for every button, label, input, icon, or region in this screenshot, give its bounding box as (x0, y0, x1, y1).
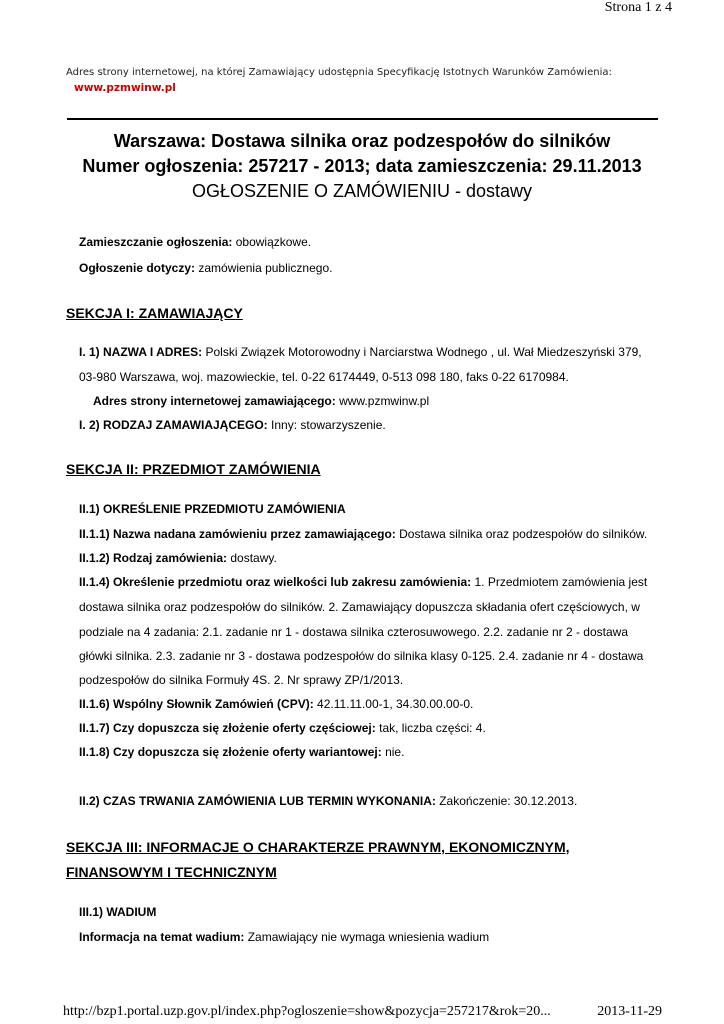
header-divider (67, 118, 658, 120)
s1-rodzaj (79, 418, 386, 432)
s2-cpv-label: II.1.6) Wspólny Słownik Zamówień (CPV): (79, 697, 314, 711)
s1-www (93, 394, 429, 408)
title-line-2: Numer ogłoszenia: 257217 - 2013; data zamieszczenia: 29.11.2013 (82, 156, 642, 176)
s2-okreslenie (79, 575, 647, 589)
s1-www-label: Adres strony internetowej zamawiającego: (93, 394, 336, 408)
s2-rodzaj-label: II.1.2) Rodzaj zamówienia: (79, 551, 228, 565)
s2-czas (79, 794, 577, 808)
s2-okreslenie-line5: podzespołów do silnika Formuły 4S. 2. Nr sprawy ZP/1/2013. (79, 673, 404, 687)
s2-cpv-value: 42.11.11.00-1, 34.30.00.00-0. (317, 697, 474, 711)
s2-okreslenie-line1: 1. Przedmiotem zamówienia jest (474, 575, 648, 589)
s2-wariantowe (79, 745, 404, 759)
s2-sub-heading: II.1) OKREŚLENIE PRZEDMIOTU ZAMÓWIENIA (79, 502, 346, 516)
title-line-3: OGŁOSZENIE O ZAMÓWIENIU - dostawy (191, 181, 533, 201)
intro-dotyczy-value: zamówienia publicznego. (198, 261, 333, 275)
s2-cpv (79, 697, 473, 711)
s2-nazwa (79, 527, 647, 541)
section-2-heading: SEKCJA II: PRZEDMIOT ZAMÓWIENIA (66, 461, 321, 477)
s2-okreslenie-label: II.1.4) Określenie przedmiotu oraz wielkości lub zakresu zamówienia: (79, 575, 472, 589)
intro-zamieszczanie-value: obowiązkowe. (235, 235, 312, 249)
s2-czesciowe-label: II.1.7) Czy dopuszcza się złożenie oferty częściowej: (79, 721, 376, 735)
s1-www-value: www.pzmwinw.pl (339, 394, 430, 408)
s2-okreslenie-line2: dostawa silnika oraz podzespołów do silników. 2. Zamawiający dopuszcza składania ofert częściowych, w (79, 600, 640, 614)
intro-dotyczy-label: Ogłoszenie dotyczy: (79, 261, 196, 275)
s1-rodzaj-value: Inny: stowarzyszenie. (271, 418, 386, 432)
site-note: Adres strony internetowej, na której Zamawiający udostępnia Specyfikację Istotnych Warunków Zamówienia: (66, 67, 612, 78)
s2-rodzaj (79, 551, 277, 565)
section-3-heading-line1: SEKCJA III: INFORMACJE O CHARAKTERZE PRAWNYM, EKONOMICZNYM, (66, 839, 570, 855)
s1-adres-line2: 03-980 Warszawa, woj. mazowieckie, tel. 0-22 6174449, 0-513 098 180, faks 0-22 6170984. (79, 370, 569, 384)
intro-dotyczy (79, 261, 332, 275)
s2-rodzaj-value: dostawy. (230, 551, 277, 565)
intro-zamieszczanie (79, 235, 311, 249)
s2-czesciowe-value: tak, liczba części: 4. (379, 721, 486, 735)
s1-rodzaj-label: I. 2) RODZAJ ZAMAWIAJĄCEGO: (79, 418, 268, 432)
s2-wariantowe-value: nie. (385, 745, 405, 759)
page-number: Strona 1 z 4 (604, 0, 672, 15)
s2-czas-label: II.2) CZAS TRWANIA ZAMÓWIENIA LUB TERMIN WYKONANIA: (79, 794, 436, 808)
title-line-1: Warszawa: Dostawa silnika oraz podzespołów do silników (113, 131, 611, 151)
s1-nazwa (79, 345, 642, 359)
s2-nazwa-value: Dostawa silnika oraz podzespołów do silników. (399, 527, 648, 541)
s3-wadium-heading: III.1) WADIUM (79, 905, 157, 919)
intro-zamieszczanie-label: Zamieszczanie ogłoszenia: (79, 235, 233, 249)
s3-wadium-label: Informacja na temat wadium: (79, 930, 245, 944)
s2-czesciowe (79, 721, 486, 735)
s2-wariantowe-label: II.1.8) Czy dopuszcza się złożenie oferty wariantowej: (79, 745, 382, 759)
s2-okreslenie-line3: podziale na 4 zadania: 2.1. zadanie nr 1 - dostawa silnika czterosuwowego. 2.2. zadanie nr 2 - dostawa (79, 625, 628, 639)
s3-wadium-value: Zamawiający nie wymaga wniesienia wadium (247, 930, 490, 944)
footer-date: 2013-11-29 (597, 1004, 662, 1019)
s2-nazwa-label: II.1.1) Nazwa nadana zamówieniu przez zamawiającego: (79, 527, 396, 541)
section-3-heading-line2: FINANSOWYM I TECHNICZNYM (66, 864, 277, 880)
s1-nazwa-label: I. 1) NAZWA I ADRES: (79, 345, 203, 359)
footer-url[interactable]: http://bzp1.portal.uzp.gov.pl/index.php?ogloszenie=show&pozycja=257217&rok=20... (63, 1004, 551, 1019)
s3-wadium (79, 930, 489, 944)
s2-czas-value: Zakończenie: 30.12.2013. (439, 794, 578, 808)
site-link[interactable]: www.pzmwinw.pl (74, 82, 176, 94)
s1-nazwa-value: Polski Związek Motorowodny i Narciarstwa Wodnego , ul. Wał Miedzeszyński 379, (205, 345, 642, 359)
section-1-heading: SEKCJA I: ZAMAWIAJĄCY (66, 305, 243, 321)
s2-okreslenie-line4: główki silnika. 2.3. zadanie nr 3 - dostawa podzespołów do silnika klasy 0-125. 2.4. zadanie nr 4 - dostawa (79, 649, 644, 663)
